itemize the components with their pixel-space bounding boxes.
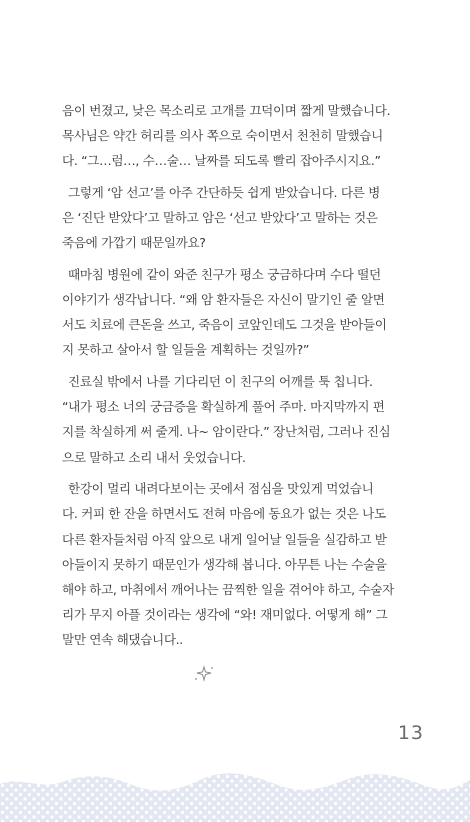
text-line: 이야기가 생각납니다. “왜 암 환자들은 자신이 말기인 줄 알면 — [62, 292, 385, 308]
text-line: 으로 말하고 소리 내서 웃었습니다. — [62, 449, 246, 465]
text-line: 지를 착실하게 써 줄게. 나~ 암이란다.” 장난처럼, 그러나 진심 — [62, 424, 391, 440]
text-line: 때마침 병원에 같이 와준 친구가 평소 궁금하다며 수다 떨던 — [68, 266, 381, 282]
text-line: 리가 무지 아플 것이라는 생각에 “와! 재미없다. 어떻게 해” 그 — [62, 607, 388, 623]
text-line: 아들이지 못하기 때문인가 생각해 봅니다. 아무튼 나는 수술을 — [62, 556, 387, 572]
text-line: 그렇게 ‘암 선고’를 아주 간단하듯 쉽게 받았습니다. 다른 병 — [68, 184, 380, 200]
text-line: 목사님은 약간 허리를 의사 쪽으로 숙이면서 천천히 말했습니 — [62, 128, 383, 144]
text-line: 말만 연속 해댔습니다.. — [62, 632, 183, 648]
text-line: 진료실 밖에서 나를 기다리던 이 친구의 어깨를 툭 칩니다. — [68, 374, 373, 390]
text-line: 다른 환자들처럼 아직 앞으로 내게 일어날 일들을 실감하고 받 — [62, 531, 387, 547]
text-line: 다. 커피 한 잔을 하면서도 전혀 마음에 동요가 없는 것은 나도 — [62, 506, 386, 522]
text-line: 음이 번졌고, 낮은 목소리로 고개를 끄덕이며 짧게 말했습니다. — [62, 103, 391, 118]
text-line: 지 못하고 살아서 할 일들을 계획하는 것일까?” — [62, 342, 310, 358]
text-line: 은 ‘진단 받았다’고 말하고 암은 ‘선고 받았다’고 말하는 것은 — [62, 210, 378, 226]
text-line: “내가 평소 너의 궁금증을 확실하게 풀어 주마. 마지막까지 편 — [62, 399, 385, 415]
sparkle-doodle-icon — [193, 665, 215, 683]
text-line: 해야 하고, 마취에서 깨어나는 끔찍한 일을 겪어야 하고, 수술자 — [62, 581, 394, 597]
text-line: 죽음에 가깝기 때문일까요? — [62, 235, 206, 251]
text-line: 다. “그…럼…, 수…술… 날짜를 되도록 빨리 잡아주시지요.” — [62, 153, 381, 169]
polka-dot-ribbon — [0, 756, 470, 822]
text-line: 서도 치료에 큰돈을 쓰고, 죽음이 코앞인데도 그것을 받아들이 — [62, 317, 387, 333]
text-line: 한강이 멀리 내려다보이는 곳에서 점심을 맛있게 먹었습니 — [68, 481, 374, 497]
page-number: 13 — [397, 722, 424, 744]
body-text — [62, 98, 414, 653]
